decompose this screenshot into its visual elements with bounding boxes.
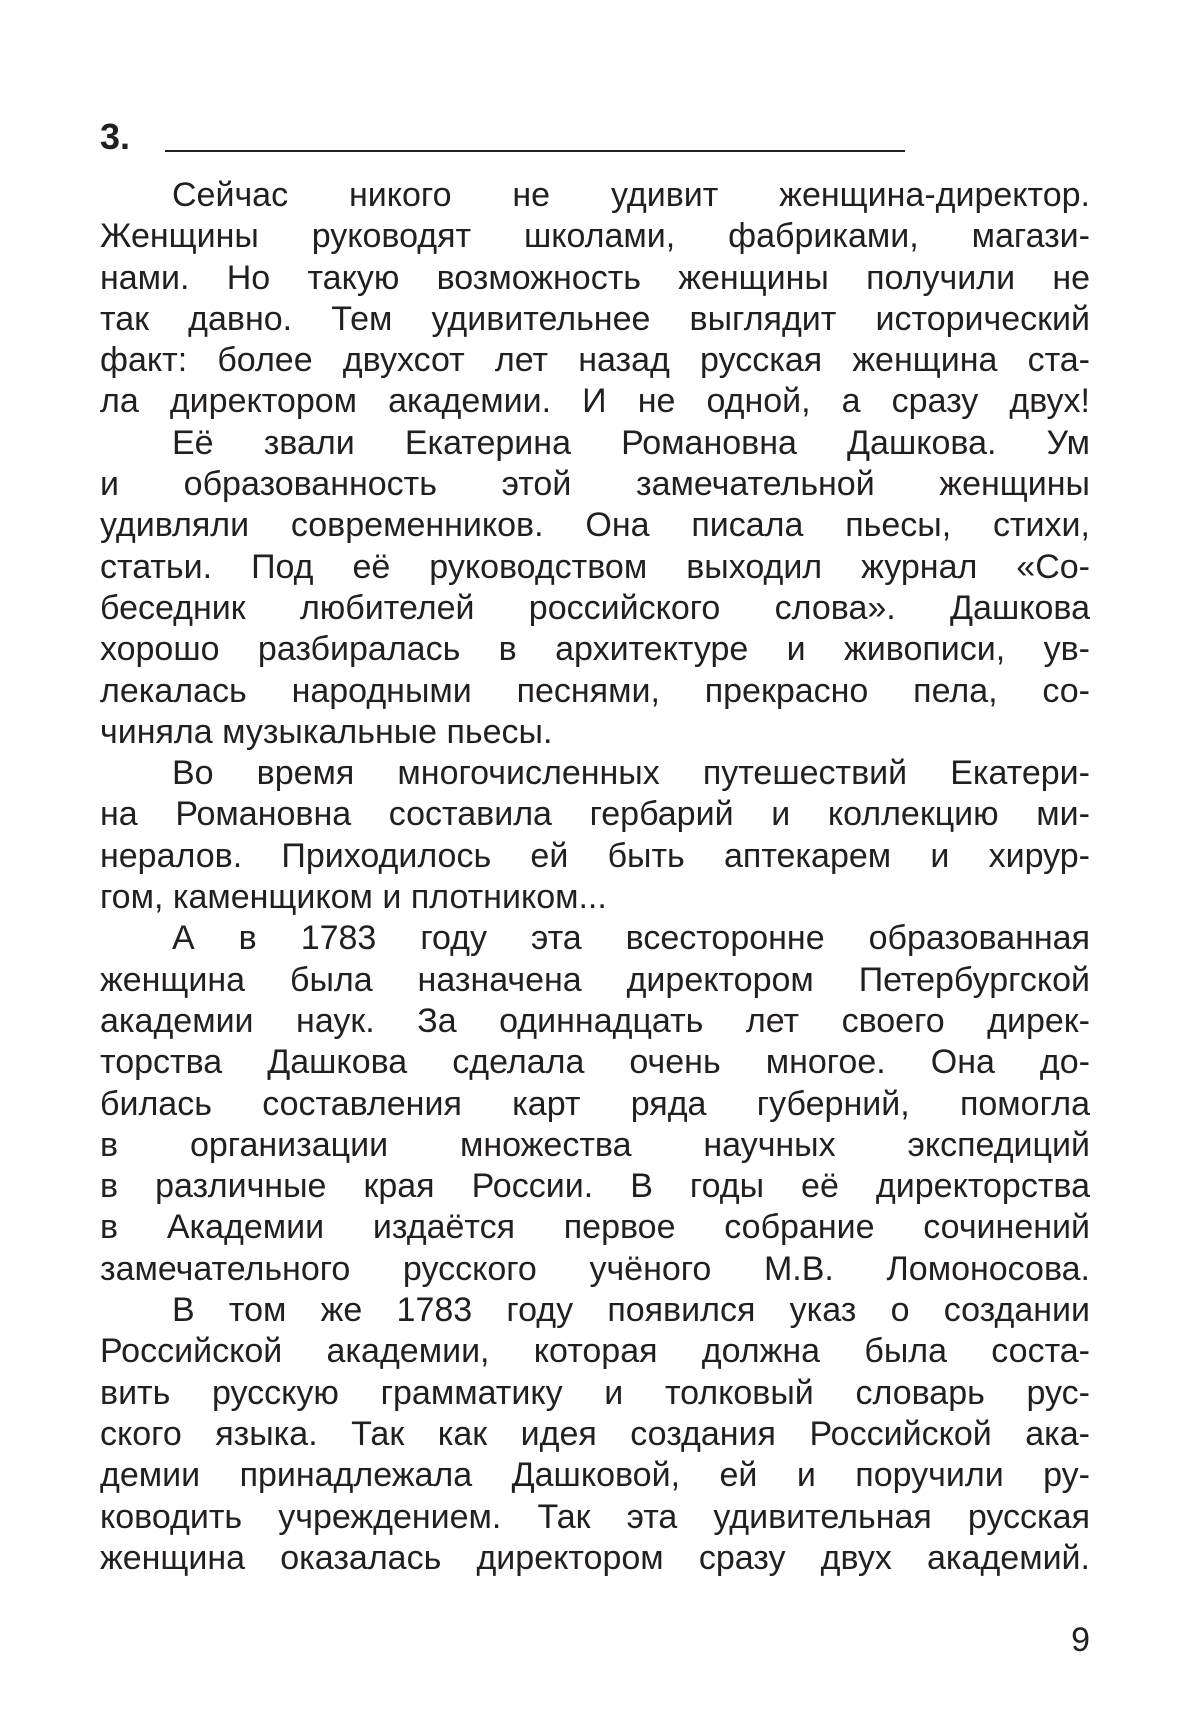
text-line: статьи. Под её руководством выходил журнал «Со- (100, 547, 1090, 586)
text-line: факт: более двухсот лет назад русская женщина ста- (100, 341, 1090, 380)
text-line: в различные края России. В годы её директорства (100, 1167, 1090, 1206)
text-line: А в 1783 году эта всесторонне образованная (172, 919, 1090, 958)
text-line: ского языка. Так как идея создания Российской ака- (100, 1414, 1090, 1453)
text-line: Сейчас никого не удивит женщина-директор. (172, 176, 1090, 214)
text-line: на Романовна составила гербарий и коллекцию ми- (100, 795, 1090, 834)
text-line: чиняла музыкальные пьесы. (100, 712, 553, 751)
text-line: Её звали Екатерина Романовна Дашкова. Ум (172, 423, 1090, 462)
text-line: замечательного русского учёного М.В. Ломоносова. (100, 1249, 1090, 1288)
task-number: 3. (100, 116, 131, 157)
answer-title-line (165, 150, 905, 152)
text-line: ководить учреждением. Так эта удивительная русская (100, 1497, 1090, 1536)
text-line: торства Дашкова сделала очень многое. Она до- (100, 1043, 1090, 1082)
text-line: нералов. Приходилось ей быть аптекарем и хирур- (100, 836, 1090, 875)
text-line: удивляли современников. Она писала пьесы, стихи, (100, 506, 1090, 545)
text-body (100, 175, 1090, 1579)
text-line: В том же 1783 году появился указ о создании (172, 1291, 1090, 1330)
text-line: ла директором академии. И не одной, а сразу двух! (100, 382, 1090, 421)
text-line: хорошо разбиралась в архитектуре и живописи, ув- (100, 630, 1090, 669)
text-line: в организации множества научных экспедиций (100, 1125, 1090, 1164)
text-line: и образованность этой замечательной женщины (100, 465, 1090, 504)
text-line: Во время многочисленных путешествий Екатери- (172, 754, 1090, 793)
text-line: билась составления карт ряда губерний, помогла (100, 1084, 1090, 1123)
text-line: так давно. Тем удивительнее выглядит исторический (100, 299, 1090, 338)
text-line: женщина оказалась директором сразу двух академий. (100, 1538, 1090, 1577)
text-line: Женщины руководят школами, фабриками, магази- (100, 217, 1090, 256)
text-line: нами. Но такую возможность женщины получили не (100, 258, 1090, 297)
text-line: женщина была назначена директором Петербургской (100, 960, 1090, 999)
page-number: 9 (1071, 1621, 1090, 1659)
task-header (100, 112, 920, 162)
text-line: беседник любителей российского слова». Дашкова (100, 588, 1090, 627)
text-line: в Академии издаётся первое собрание сочинений (100, 1208, 1090, 1247)
text-line: гом, каменщиком и плотником... (100, 878, 607, 917)
text-line: Российской академии, которая должна была соста- (100, 1332, 1090, 1371)
text-line: вить русскую грамматику и толковый словарь рус- (100, 1373, 1090, 1412)
text-line: академии наук. За одиннадцать лет своего дирек- (100, 1001, 1090, 1040)
text-line: лекалась народными песнями, прекрасно пела, со- (100, 671, 1090, 710)
text-line: демии принадлежала Дашковой, ей и поручили ру- (100, 1456, 1090, 1495)
